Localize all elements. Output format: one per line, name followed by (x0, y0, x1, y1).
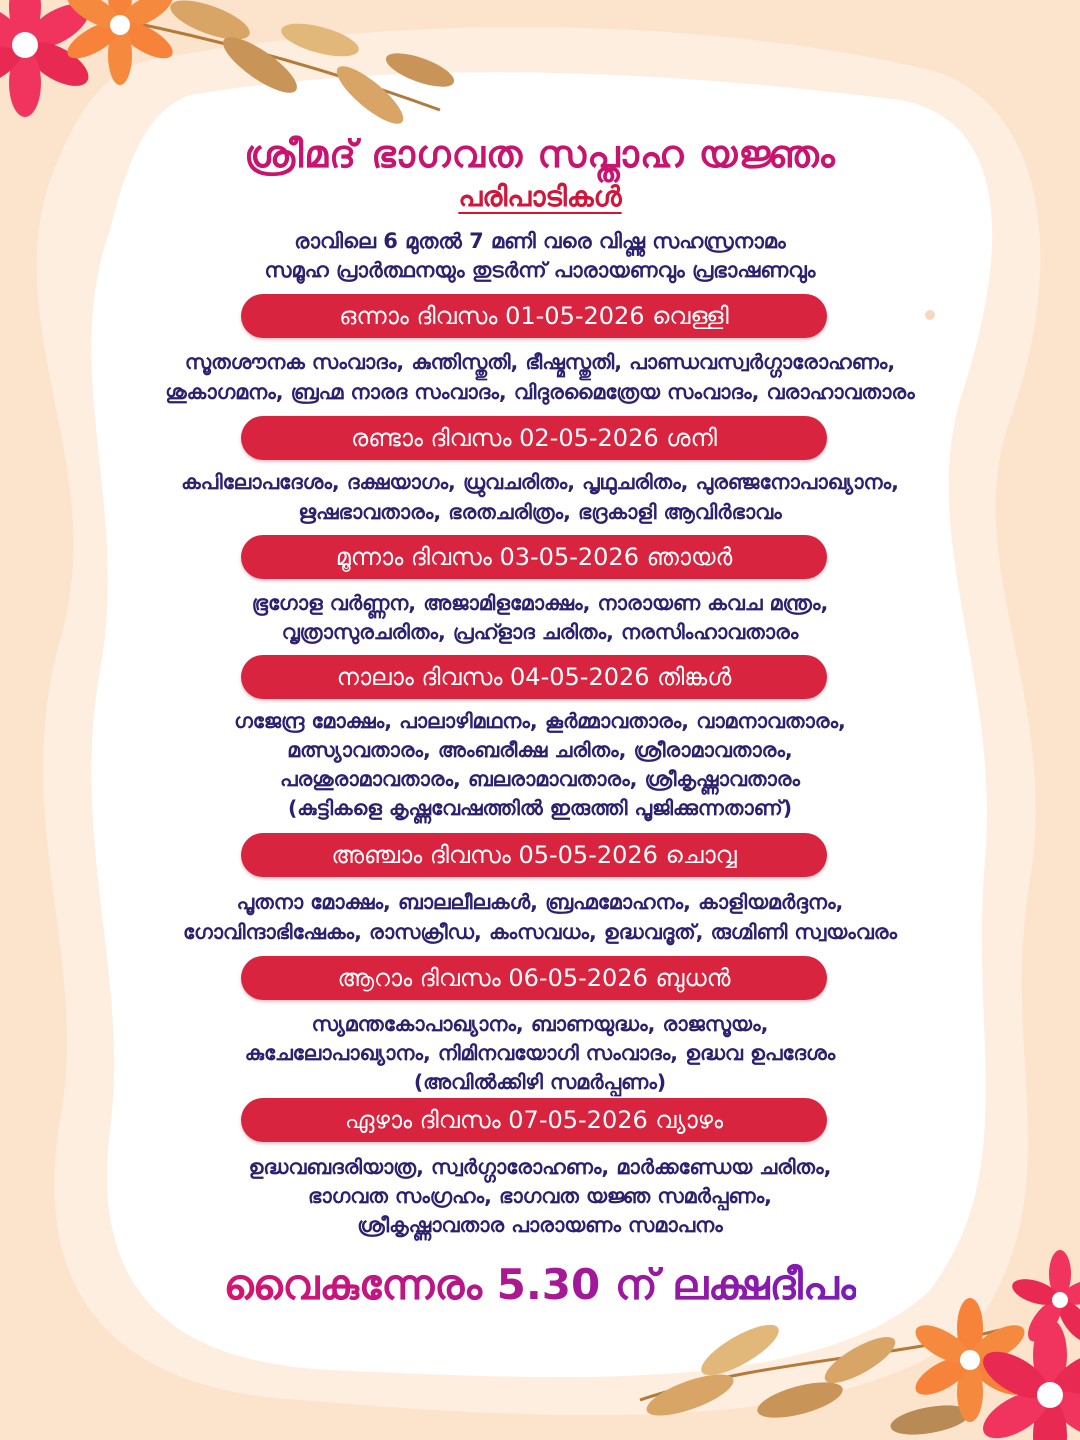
day-3-line: വൃത്രാസുരചരിതം, പ്രഹ്ളാദ ചരിതം, നരസിംഹാവതാരം (281, 620, 799, 644)
day-6-line: (അവിൽക്കിഴി സമർപ്പണം) (413, 1070, 667, 1094)
day-5-line: ഗോവിന്ദാഭിഷേകം, രാസക്രീഡ, കംസവധം, ഉദ്ധവദൂത്, രുഗ്മിണി സ്വയംവരം (183, 920, 897, 944)
day-7-line: ശ്രീകൃഷ്ണാവതാര പാരായണം സമാപനം (357, 1213, 723, 1237)
day-7-line: ഉദ്ധവബദരിയാത്ര, സ്വർഗ്ഗാരോഹണം, മാർക്കണ്ഡേയ ചരിതം, (248, 1155, 832, 1179)
day-5-line: പൂതനാ മോക്ഷം, ബാലലീലകൾ, ബ്രഹ്മമോഹനം, കാളിയമർദ്ദനം, (236, 890, 844, 914)
day-2-heading: രണ്ടാം ദിവസം 02-05-2026 ശനി (241, 416, 827, 460)
day-1-heading: ഒന്നാം ദിവസം 01-05-2026 വെള്ളി (241, 294, 827, 338)
day-4-line: (കുട്ടികളെ കൃഷ്ണവേഷത്തിൽ ഇരുത്തി പൂജിക്കുന്നതാണ്) (287, 796, 793, 820)
day-1-line: ശുകാഗമനം, ബ്രഹ്മ നാരദ സംവാദം, വിദുരമൈത്രേയ സംവാദം, വരാഹാവതാരം (165, 380, 915, 404)
day-7-line: ഭാഗവത സംഗ്രഹം, ഭാഗവത യജ്ഞ സമർപ്പണം, (308, 1184, 772, 1208)
day-4-line: പരശുരാമാവതാരം, ബലരാമാവതാരം, ശ്രീകൃഷ്ണാവതാരം (279, 767, 801, 791)
poster-title: ശ്രീമദ് ഭാഗവത സപ്താഹ യജ്ഞം (244, 132, 836, 176)
day-7-heading: ഏഴാം ദിവസം 07-05-2026 വ്യാഴം (241, 1098, 827, 1142)
day-4-line: മത്സ്യാവതാരം, അംബരീക്ഷ ചരിതം, ശ്രീരാമാവതാരം, (287, 738, 793, 762)
day-6-line: സ്യമന്തകോപാഖ്യാനം, ബാണയുദ്ധം, രാജസൂയം, (311, 1012, 769, 1036)
intro-line: സമൂഹ പ്രാർത്ഥനയും തുടർന്ന് പാരായണവും പ്രഭാഷണവും (264, 258, 816, 282)
day-2-line: കപിലോപദേശം, ദക്ഷയാഗം, ധ്രുവചരിതം, പൃഥുചരിതം, പുരഞ്ജനോപാഖ്യാനം, (181, 470, 899, 494)
footer-text: വൈകുന്നേരം 5.30 ന് ലക്ഷദീപം (223, 1260, 857, 1309)
intro-line: രാവിലെ 6 മുതൽ 7 മണി വരെ വിഷ്ണു സഹസ്രനാമം (294, 229, 786, 253)
day-3-line: ഭൂഗോള വർണ്ണന, അജാമിളമോക്ഷം, നാരായണ കവച മന്ത്രം, (251, 591, 829, 615)
day-6-line: കുചേലോപാഖ്യാനം, നിമിനവയോഗി സംവാദം, ഉദ്ധവ ഉപദേശം (244, 1041, 836, 1065)
day-4-line: ഗജേന്ദ്ര മോക്ഷം, പാലാഴിമഥനം, കൂർമ്മാവതാരം, വാമനാവതാരം, (234, 709, 846, 733)
footer-announcement (0, 1260, 1080, 1310)
day-3-heading: മൂന്നാം ദിവസം 03-05-2026 ഞായർ (241, 535, 827, 579)
day-5-heading: അഞ്ചാം ദിവസം 05-05-2026 ചൊവ്വ (241, 833, 827, 877)
day-4-heading: നാലാം ദിവസം 04-05-2026 തിങ്കൾ (241, 655, 827, 699)
day-1-line: സൂതശൗനക സംവാദം, കുന്തിസ്തുതി, ഭീഷ്മസ്തുതി, പാണ്ഡവസ്വർഗ്ഗാരോഹണം, (184, 350, 896, 374)
day-6-heading: ആറാം ദിവസം 06-05-2026 ബുധൻ (241, 956, 827, 1000)
poster-subtitle: പരിപാടികൾ (458, 180, 622, 213)
day-2-line: ഋഷഭാവതാരം, ഭരതചരിത്രം, ഭദ്രകാളി ആവിർഭാവം (298, 500, 782, 524)
